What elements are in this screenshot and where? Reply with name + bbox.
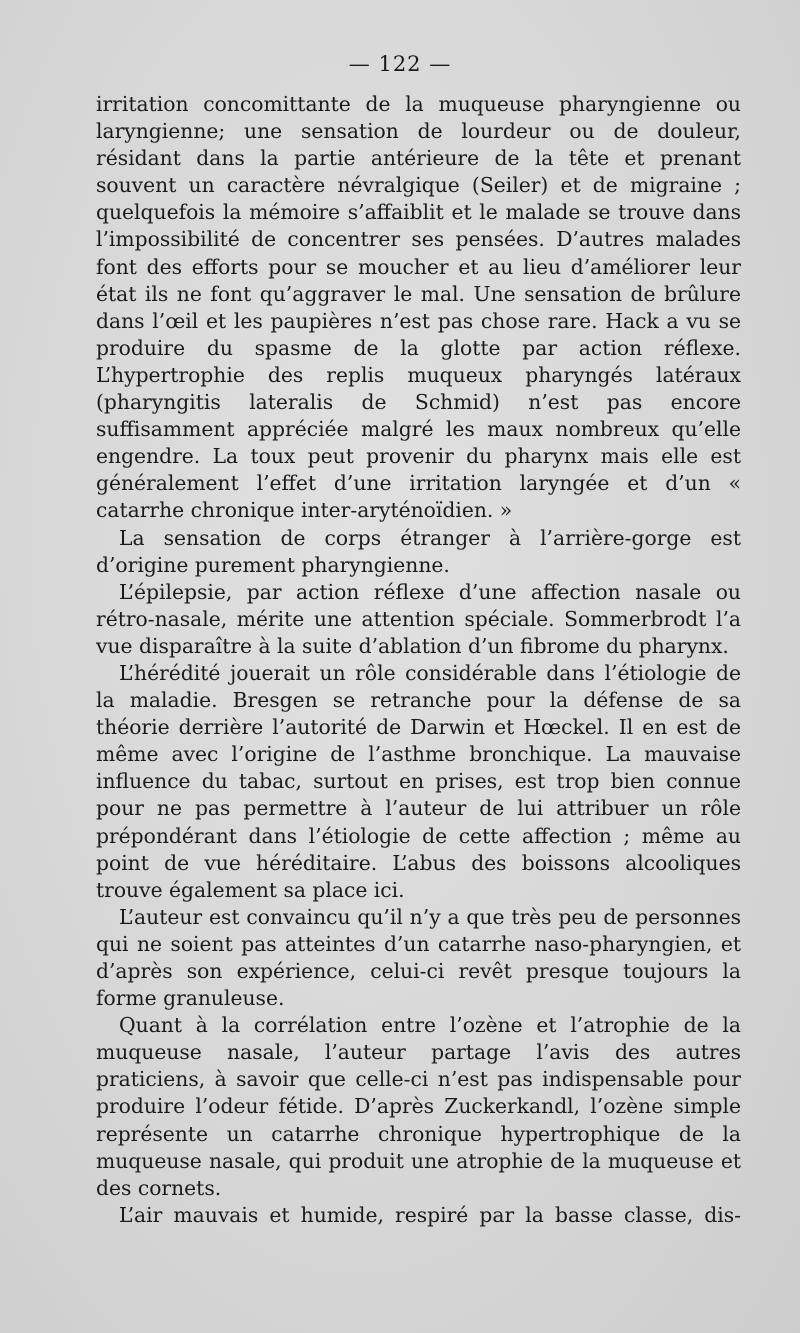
paragraph-7: L’air mauvais et humide, respiré par la basse classe, dis- [119,1202,741,1227]
paragraph-6: Quant à la corrélation entre l’ozène et l’atrophie de la muqueuse nasale, l’auteur partage l’avis des autres praticiens, à savoir que celle-ci n’est pas indispensable pour produire l’odeur fétide. D’après Zuckerkandl, l’ozène simple représente un catarrhe chronique hypertrophique de la muqueuse nasale, qui produit une atrophie de la muqueuse et des cornets. [96,1013,741,1200]
paragraph-5: L’auteur est convaincu qu’il n’y a que très peu de personnes qui ne soient pas atteintes d’un catarrhe naso-pharyngien, et d’après son expérience, celui-ci revêt presque toujours la forme granuleuse. [96,904,741,1011]
paragraph-3: L’épilepsie, par action réflexe d’une affection nasale ou rétro-nasale, mérite une attention spéciale. Sommerbrodt l’a vue disparaître à la suite d’ablation d’un fibrome du pharynx. [96,579,741,658]
body-text [96,91,741,1229]
paragraph-2: La sensation de corps étranger à l’arrière-gorge est d’origine purement pharyngienne. [96,525,741,577]
paragraph-4: L’hérédité jouerait un rôle considérable dans l’étiologie de la maladie. Bresgen se retranche pour la défense de sa théorie derrière l’autorité de Darwin et Hœckel. Il en est de même avec l’origine de l’asthme bronchique. La mauvaise influence du tabac, surtout en prises, est trop bien connue pour ne pas permettre à l’auteur de lui attribuer un rôle prépondérant dans l’étiologie de cette affection ; même au point de vue héréditaire. L’abus des boissons alcooliques trouve également sa place ici. [96,660,741,902]
paragraph-1: irritation concomittante de la muqueuse pharyngienne ou laryngienne; une sensation de lourdeur ou de douleur, résidant dans la partie antérieure de la tête et prenant souvent un caractère névralgique (Seiler) et de migraine ; quelquefois la mémoire s’affaiblit et le malade se trouve dans l’impossibilité de concentrer ses pensées. D’autres malades font des efforts pour se moucher et au lieu d’améliorer leur état ils ne font qu’aggraver le mal. Une sensation de brûlure dans l’œil et les paupières n’est pas chose rare. Hack a vu se produire du spasme de la glotte par action réflexe. L’hypertrophie des replis muqueux pharyngés latéraux (pharyngitis lateralis de Schmid) n’est pas encore suffisamment appréciée malgré les maux nombreux qu’elle engendre. La toux peut provenir du pharynx mais elle est généralement l’effet d’une irritation laryngée et d’un « catarrhe chronique inter-aryténoïdien. » [96,92,741,523]
page-number: — 122 — [348,52,452,76]
